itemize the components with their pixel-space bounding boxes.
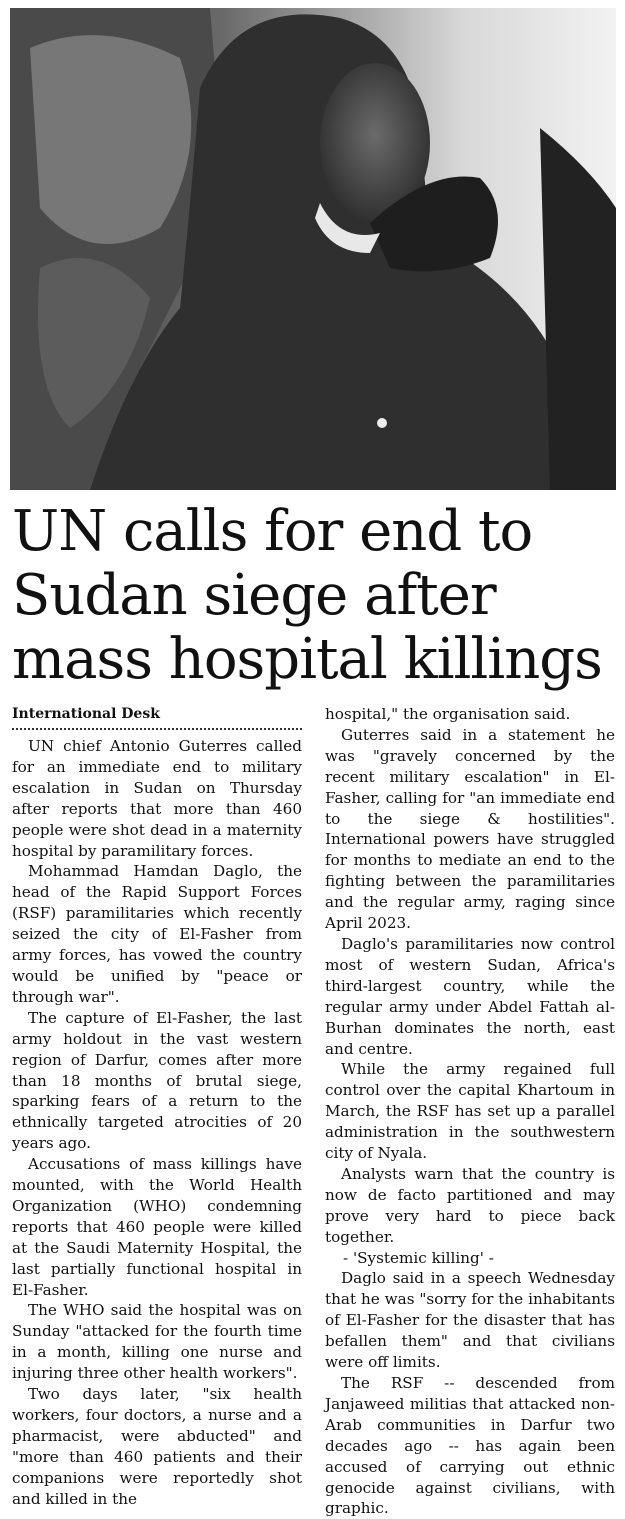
paragraph: The RSF -- descended from Janjaweed militias that attacked non-Arab communities in Darfur two decades ago -- has again been accused of carrying out ethnic genocide against civilians, with graphic.: [325, 1374, 615, 1518]
paragraph-continuation: hospital," the organisation said.: [325, 705, 571, 723]
paragraph: Mohammad Hamdan Daglo, the head of the Rapid Support Forces (RSF) paramilitaries which recently seized the city of El-Fasher from army forces, has vowed the country would be unified by "peace or through war".: [12, 862, 302, 1006]
paragraph: Two days later, "six health workers, four doctors, a nurse and a pharmacist, were abducted" and "more than 460 patients and their companions were reportedly shot and killed in the: [12, 1385, 302, 1508]
subhead: - 'Systemic killing' -: [343, 1248, 494, 1267]
paragraph: Accusations of mass killings have mounted, with the World Health Organization (WHO) condemning reports that 460 people were killed at the Saudi Maternity Hospital, the last partially functional hospital in El-Fasher.: [12, 1155, 302, 1299]
paragraph: The WHO said the hospital was on Sunday "attacked for the fourth time in a month, killing one nurse and injuring three other health workers".: [12, 1301, 302, 1383]
article-column-right: [325, 704, 615, 1519]
photo-woman-in-headscarf: [10, 8, 616, 490]
headline: UN calls for end to Sudan siege after mass hospital killings: [12, 499, 602, 692]
paragraph: Analysts warn that the country is now de facto partitioned and may prove very hard to piece back together.: [325, 1164, 615, 1246]
article-column-left: [12, 704, 302, 1510]
byline: International Desk: [12, 704, 302, 730]
article-photo: [10, 8, 616, 490]
paragraph: The capture of El-Fasher, the last army holdout in the vast western region of Darfur, comes after more than 18 months of brutal siege, sparking fears of a return to the ethnically targeted atrocities of 20 years ago.: [12, 1008, 302, 1153]
paragraph: Daglo said in a speech Wednesday that he was "sorry for the inhabitants of El-Fasher for the disaster that has befallen them" and that civilians were off limits.: [325, 1269, 615, 1372]
paragraph: Daglo's paramilitaries now control most of western Sudan, Africa's third-largest country, while the regular army under Abdel Fattah al-Burhan dominates the north, east and centre.: [325, 934, 615, 1058]
paragraph: UN chief Antonio Guterres called for an immediate end to military escalation in Sudan on Thursday after reports that more than 460 people were shot dead in a maternity hospital by paramilitary forces.: [12, 737, 302, 860]
paragraph: Guterres said in a statement he was "gravely concerned by the recent military escalation" in El-Fasher, calling for "an immediate end to the siege & hostilities". International powers have struggled for months to mediate an end to the fighting between the paramilitaries and the regular army, raging since April 2023.: [325, 725, 615, 933]
paragraph: While the army regained full control over the capital Khartoum in March, the RSF has set up a parallel administration in the southwestern city of Nyala.: [325, 1060, 615, 1163]
